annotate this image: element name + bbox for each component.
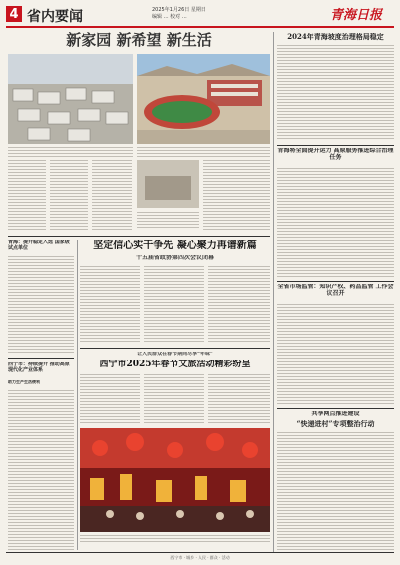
main-subhead: 十五届省政协第四次会议闭幕: [135, 255, 214, 261]
right-rule-2: [277, 281, 394, 282]
banner-title: 新家园 新希望 新生活: [66, 32, 212, 49]
right-bottom-headline: “快递进村”专项整治行动: [296, 420, 375, 428]
village-photo: [8, 54, 133, 144]
header-rule: [6, 26, 394, 28]
small-photo: [137, 160, 199, 208]
section-title: 省内要闻: [27, 9, 83, 25]
date-line-1: 2025年1月26日 星期日: [152, 7, 206, 13]
banner-text-col-1: [8, 160, 46, 230]
bottom-rule: [6, 552, 394, 553]
left-mid-sub: 助力生产生活便利: [8, 380, 40, 384]
left-top-headline: 青海：提升稳定入选 国家级试点单位: [8, 240, 70, 251]
page-number: 4: [9, 6, 19, 22]
right-lower-headline: 全省市场监管：知识产权、药品监管 工作会议召开: [277, 284, 394, 297]
main-body-col-3: [208, 266, 270, 344]
left-column-rule: [77, 240, 78, 550]
main-body-col-2: [144, 266, 204, 344]
school-photo: [137, 54, 270, 144]
right-top-headline: 2024年青海坡度治理格局稳定: [287, 33, 384, 41]
masthead: 青海日报: [330, 8, 383, 23]
banner-text-col-2: [50, 160, 88, 230]
center-lower-headline: 西宁市2025年春节文旅活动精彩纷呈: [99, 360, 251, 369]
right-mid-body: [277, 168, 394, 278]
right-top-body: [277, 45, 394, 141]
right-rule-1: [277, 145, 394, 146]
banner-text-col-5: [137, 212, 199, 230]
center-lower-body-3: [208, 374, 270, 424]
center-lower-body-2: [144, 374, 204, 424]
center-lower-kicker: 让人民群众在春节期间尽享“年味”: [137, 352, 213, 357]
festival-caption: [80, 535, 270, 543]
right-bottom-kicker: 共享网点推进建设: [311, 411, 360, 417]
center-lower-body-1: [80, 374, 140, 424]
banner-text-col-4: [203, 160, 270, 230]
left-mid-headline: 西宁市：持续提升 推动高原 现代化产业体系: [8, 362, 70, 373]
right-rule-3: [277, 408, 394, 409]
main-body-col-1: [80, 266, 140, 344]
main-headline: 坚定信心实干争先 凝心聚力再谱新篇: [93, 240, 257, 251]
page-number-box: [6, 6, 22, 22]
right-bottom-body: [277, 432, 394, 550]
left-top-body: [8, 256, 74, 354]
banner-bottom-rule: [8, 236, 270, 237]
right-lower-body: [277, 304, 394, 404]
left-rule: [8, 358, 74, 359]
main-bottom-rule: [80, 348, 270, 349]
right-column-rule: [273, 32, 274, 552]
school-caption: [137, 147, 270, 157]
date-line-2: 编辑 … 校对 …: [152, 14, 187, 20]
left-mid-body: [8, 390, 74, 550]
banner-text-col-3: [92, 160, 132, 230]
festival-photo: [80, 428, 270, 532]
right-mid-headline: 青海将全面提升运力 高原服务推进综合治理任务: [277, 148, 394, 161]
bottom-strip: 西宁市 · 城乡 · 人民 · 群众 · 活动: [170, 555, 230, 560]
village-caption: [8, 147, 133, 157]
